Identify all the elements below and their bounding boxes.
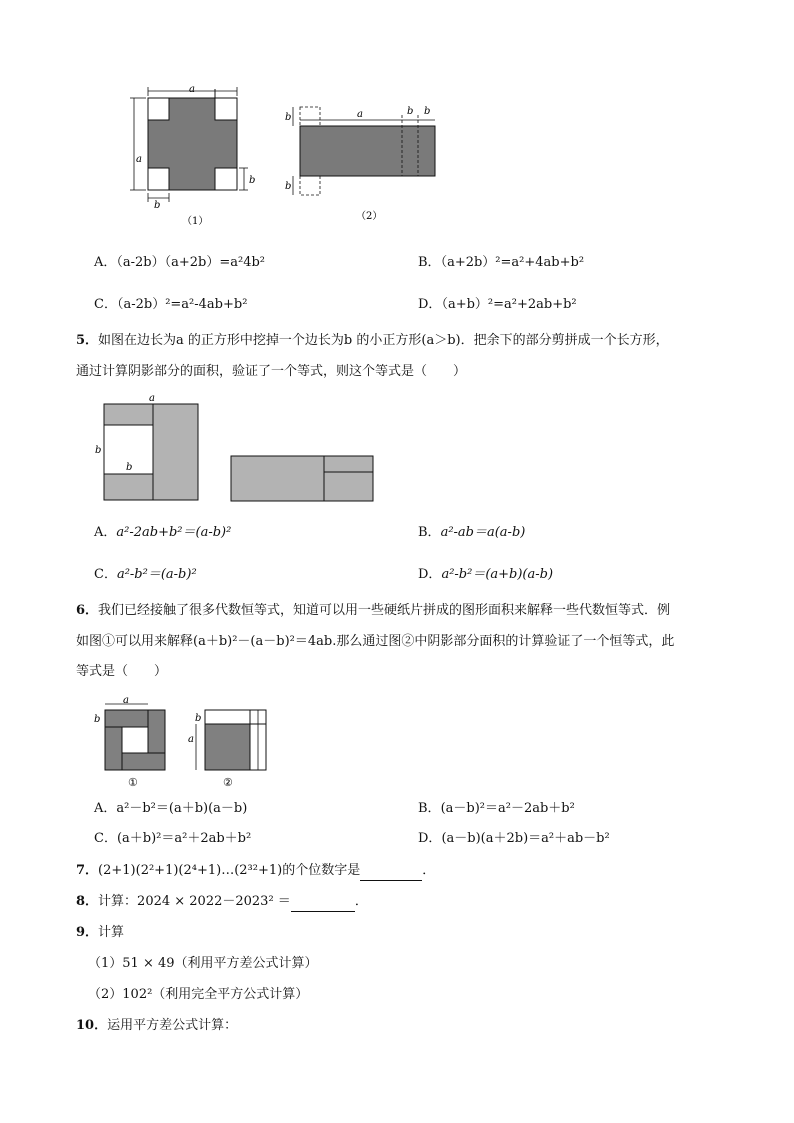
q5-number: 5． xyxy=(76,333,99,348)
q4-fig1-label-b-bottom: b xyxy=(154,200,161,211)
q4-option-c xyxy=(94,295,247,315)
q4-fig1-label-b-right: b xyxy=(249,175,256,186)
q6-figure xyxy=(86,696,271,792)
q9-sub-2: （2）102²（利用完全平方公式计算） xyxy=(88,987,309,1002)
q6-fig2-shaded xyxy=(205,724,250,770)
q7-number: 7． xyxy=(76,863,99,878)
q4-figure-1 xyxy=(126,84,266,230)
q6-option-a-text: a²－b²＝(a＋b)(a－b) xyxy=(116,801,248,816)
q5-label-b-left: b xyxy=(95,445,102,456)
q6-option-d-text: (a－b)(a＋2b)＝a²＋ab－b² xyxy=(441,831,610,846)
q8-text: 计算：2024 × 2022－2023² ＝ xyxy=(98,894,291,909)
q6-option-c-text: (a＋b)²＝a²＋2ab＋b² xyxy=(116,831,252,846)
q7-line xyxy=(76,861,435,881)
q4-option-c-text: （a-2b）²=a²-4ab+b² xyxy=(116,297,248,312)
q4-fig2-label-a-top: a xyxy=(357,109,363,120)
q9-title: 计算 xyxy=(98,925,125,940)
q5-label-b-inner: b xyxy=(126,462,133,473)
q9-sub-1: （1）51 × 49（利用平方差公式计算） xyxy=(88,956,318,971)
q5-line-1 xyxy=(76,331,669,351)
q7-answer-blank[interactable] xyxy=(360,864,422,881)
q5-option-d-text: a²-b²＝(a+b)(a-b) xyxy=(441,567,554,582)
q5-option-b xyxy=(418,523,525,543)
q4-option-d xyxy=(418,295,577,315)
q10-number: 10． xyxy=(76,1018,108,1033)
q5-line-2: 通过计算阴影部分的面积，验证了一个等式，则这个等式是（ ） xyxy=(76,364,467,379)
q5-figure xyxy=(92,392,382,504)
q4-option-c-letter: C． xyxy=(94,297,117,312)
q5-option-d xyxy=(418,565,553,585)
q7-text: (2+1)(2²+1)(2⁴+1)…(2³²+1)的个位数字是 xyxy=(98,863,361,878)
q6-option-a-letter: A． xyxy=(94,801,117,816)
q6-fig2-label-a: a xyxy=(188,734,194,745)
q4-option-d-text: （a+b）²=a²+2ab+b² xyxy=(441,297,577,312)
q6-number: 6． xyxy=(76,603,99,618)
q4-fig1-label-a-left: a xyxy=(136,154,142,165)
q4-fig2-label-b-left-top: b xyxy=(285,112,292,123)
q6-fig2-label-b: b xyxy=(195,713,202,724)
q6-line-1 xyxy=(76,601,670,621)
q4-option-b-text: （a+2b）²=a²+4ab+b² xyxy=(440,255,585,270)
q6-option-b-letter: B． xyxy=(418,801,441,816)
q5-label-a: a xyxy=(149,393,155,404)
q5-option-b-letter: B． xyxy=(418,525,441,540)
q10-line xyxy=(76,1016,237,1036)
q6-fig1-caption: ① xyxy=(128,776,138,789)
q5-option-a-text: a²-2ab+b²＝(a-b)² xyxy=(116,525,232,540)
q4-fig2-shaded xyxy=(300,126,435,176)
q6-option-c xyxy=(94,829,251,849)
q6-option-a xyxy=(94,799,247,819)
q4-option-a-text: （a-2b）（a+2b）=a²4b² xyxy=(116,255,266,270)
q4-fig2-caption: （2） xyxy=(356,211,383,222)
q8-answer-blank[interactable] xyxy=(291,895,355,912)
q6-fig2-caption: ② xyxy=(223,776,233,789)
q6-option-d-letter: D． xyxy=(418,831,442,846)
q9-line xyxy=(76,923,124,943)
q6-option-c-letter: C． xyxy=(94,831,117,846)
q6-fig1-inner-white xyxy=(122,727,148,753)
q6-line-1-text: 我们已经接触了很多代数恒等式，知道可以用一些硬纸片拼成的图形面积来解释一些代数恒等式．例 xyxy=(98,603,671,618)
q4-option-b-letter: B． xyxy=(418,255,441,270)
q4-fig2-label-b-top2: b xyxy=(424,106,431,117)
q4-fig2-label-b-top1: b xyxy=(407,106,414,117)
q5-option-a xyxy=(94,523,231,543)
q5-line-1-text: 如图在边长为a 的正方形中挖掉一个边长为b 的小正方形(a＞b)．把余下的部分剪拼成一个长方形， xyxy=(98,333,669,348)
q6-line-2: 如图①可以用来解释(a＋b)²－(a－b)²＝4ab.那么通过图②中阴影部分面积的计算验证了一个恒等式，此 xyxy=(76,634,675,649)
q6-option-b-text: (a－b)²＝a²－2ab＋b² xyxy=(440,801,575,816)
q6-option-b xyxy=(418,799,575,819)
q5-option-b-text: a²-ab＝a(a-b) xyxy=(440,525,526,540)
q6-line-3: 等式是（ ） xyxy=(76,664,168,679)
q4-figure-2 xyxy=(280,100,445,225)
q5-option-c-text: a²-b²＝(a-b)² xyxy=(116,567,197,582)
q10-text: 运用平方差公式计算： xyxy=(107,1018,238,1033)
q8-line xyxy=(76,892,368,912)
q4-option-d-letter: D． xyxy=(418,297,442,312)
q4-option-a xyxy=(94,253,265,273)
q4-option-a-letter: A． xyxy=(94,255,117,270)
q4-fig1-label-a-top: a xyxy=(189,84,195,95)
q6-fig1-label-b: b xyxy=(94,714,101,725)
q6-fig1-label-a: a xyxy=(123,696,129,706)
q5-rectangle-shaded xyxy=(231,456,373,501)
q5-option-a-letter: A． xyxy=(94,525,117,540)
q8-number: 8． xyxy=(76,894,99,909)
q5-option-c-letter: C． xyxy=(94,567,117,582)
q8-end: ． xyxy=(354,894,368,909)
q4-option-b xyxy=(418,253,584,273)
q9-number: 9． xyxy=(76,925,99,940)
q4-fig2-label-b-left-bottom: b xyxy=(285,181,292,192)
q4-fig1-caption: （1） xyxy=(182,216,209,227)
q7-end: ． xyxy=(422,863,436,878)
q6-option-d xyxy=(418,829,610,849)
q5-option-c xyxy=(94,565,197,585)
q5-option-d-letter: D． xyxy=(418,567,442,582)
